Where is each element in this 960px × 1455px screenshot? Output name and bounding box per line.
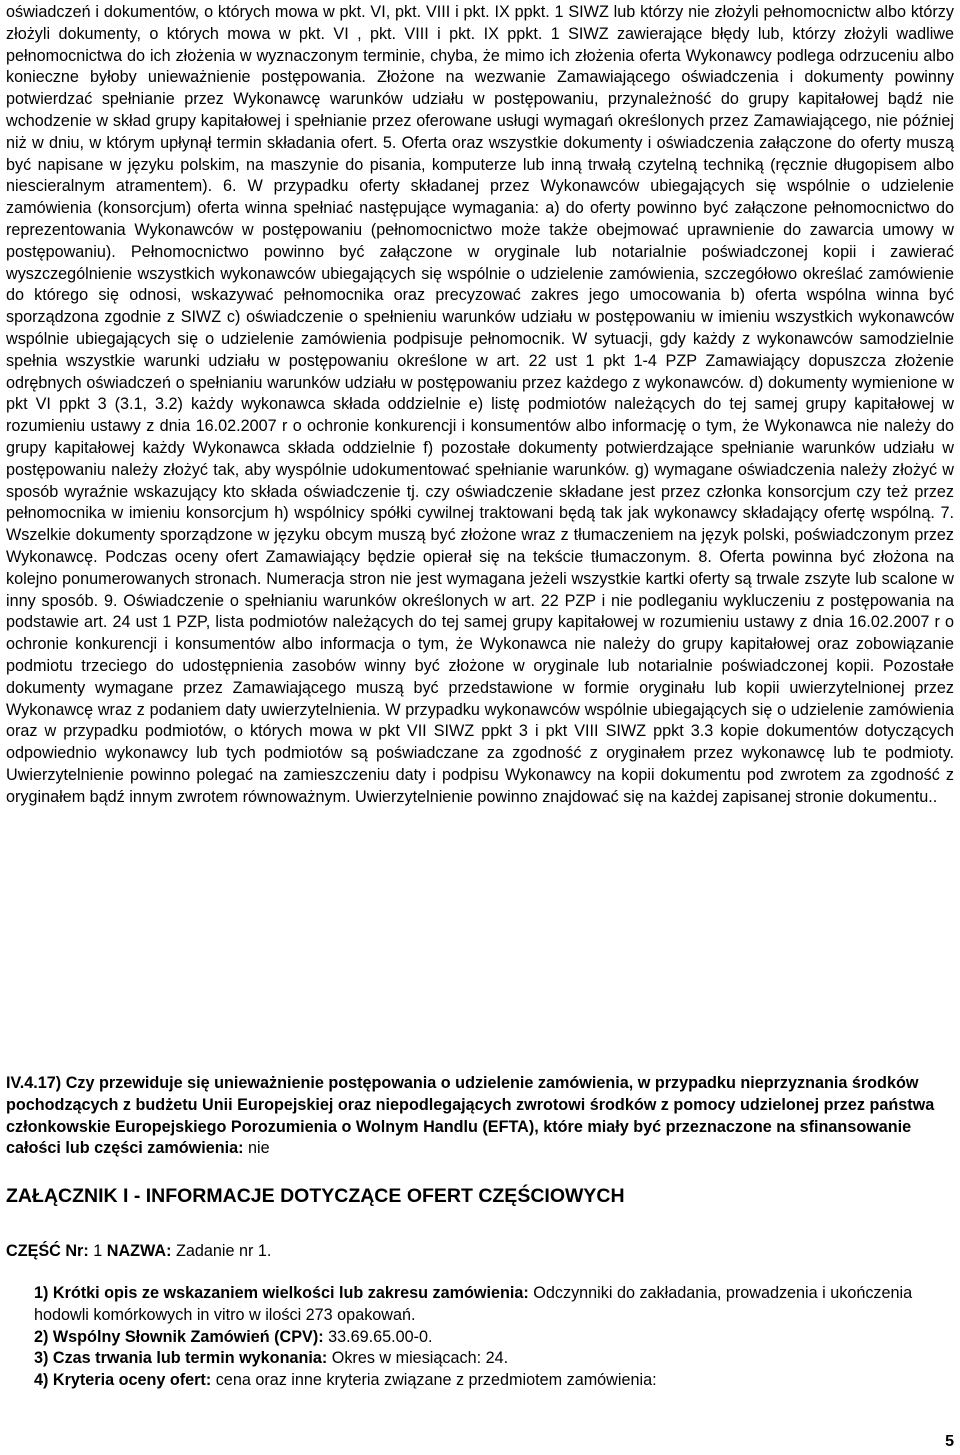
part-item — [34, 1283, 944, 1327]
item-value: Okres w miesiącach: 24. — [327, 1349, 509, 1368]
item-label: 3) Czas trwania lub termin wykonania: — [34, 1349, 328, 1368]
part-name: Zadanie nr 1. — [171, 1242, 272, 1260]
annex-title: ZAŁĄCZNIK I - INFORMACJE DOTYCZĄCE OFERT CZĘŚCIOWYCH — [6, 1185, 625, 1207]
page-number: 5 — [945, 1433, 954, 1450]
part-item — [34, 1370, 944, 1392]
part-name-label: NAZWA: — [106, 1242, 172, 1260]
part-line — [6, 1241, 271, 1262]
question-answer: nie — [243, 1139, 270, 1158]
item-value: 33.69.65.00-0. — [323, 1327, 433, 1346]
item-value: cena oraz inne kryteria związane z przedmiotem zamówienia: — [211, 1371, 657, 1390]
part-items — [34, 1283, 944, 1392]
item-value: Odczynniki do zakładania, prowadzenia i ukończenia hodowli komórkowych in vitro w ilości 273 opakowań. — [34, 1284, 913, 1324]
question-text: IV.4.17) Czy przewiduje się unieważnienie postępowania o udzielenie zamówienia, w przypadku nieprzyznania środków pochodzących z budżetu Unii Europejskiej oraz niepodlegających zwrotowi środków z pomocy udzielonej przez państwa członkowskie Europejskiego Porozumienia o Wolnym Handlu (EFTA), które miały być przeznaczone na sfinansowanie całości lub części zamówienia: — [6, 1074, 935, 1158]
part-item — [34, 1348, 944, 1370]
part-number: 1 — [88, 1242, 107, 1260]
part-item — [34, 1327, 944, 1349]
question-iv-4-17 — [6, 1073, 954, 1160]
item-label: 1) Krótki opis ze wskazaniem wielkości lub zakresu zamówienia: — [34, 1284, 529, 1302]
item-label: 4) Kryteria oceny ofert: — [34, 1371, 212, 1390]
body-paragraph: oświadczeń i dokumentów, o których mowa w pkt. VI, pkt. VIII i pkt. IX ppkt. 1 SIWZ lub którzy nie złożyli pełnomocnictw albo którzy złożyli dokumenty, o których mowa w pkt. VI , pkt. VIII i pkt. IX ppkt. 1 SIWZ zawierające błędy lub, którzy złożyli wadliwe pełnomocnictwa do ich złożenia w wyznaczonym terminie, chyba, że mimo ich złożenia oferta Wykonawcy podlega odrzuceniu albo konieczne byłoby unieważnienie postępowania. Złożone na wezwanie Zamawiającego oświadczenia i dokumenty powinny potwierdzać spełnianie przez Wykonawcę warunków udziału w postępowaniu, przynależność do grupy kapitałowej bądź nie wchodzenie w skład grupy kapitałowej i spełnianie przez oferowane usługi wymagań określonych przez Zamawiającego, nie później niż w dniu, w którym upłynął termin składania ofert. 5. Oferta oraz wszystkie dokumenty i oświadczenia załączone do oferty muszą być napisane w języku polskim, na maszynie do pisania, komputerze lub inną trwałą czytelną techniką (ręcznie długopisem albo niescieralnym atramentem). 6. W przypadku oferty składanej przez Wykonawców ubiegających się wspólnie o udzielenie zamówienia (konsorcjum) oferta winna spełniać następujące wymagania: a) do oferty powinno być załączone pełnomocnictwo do reprezentowania Wykonawców w postępowaniu (pełnomocnictwo może także obejmować uprawnienie do zawarcia umowy w postępowaniu). Pełnomocnictwo powinno być załączone w oryginale lub notarialnie poświadczonej kopii i zawierać wyszczególnienie wszystkich wykonawców ubiegających się wspólnie o udzielenie zamówienia, szczegółowo określać zamówienie do którego się odnosi, wskazywać pełnomocnika oraz precyzować zakres jego umocowania b) oferta wspólna winna być sporządzona zgodnie z SIWZ c) oświadczenie o spełnieniu warunków udziału w postępowaniu w imieniu wszystkich wykonawców wspólnie ubiegających się o udzielenie zamówienia podpisuje pełnomocnik. W sytuacji, gdy każdy z wykonawców samodzielnie spełnia wszystkie warunki udziału w postępowaniu określone w art. 22 ust 1 pkt 1-4 PZP Zamawiający dopuszcza złożenie odrębnych oświadczeń o spełnianiu warunków udziału w postępowaniu przez każdego z wykonawców. d) dokumenty wymienione w pkt VI ppkt 3 (3.1, 3.2) każdy wykonawca składa oddzielnie e) listę podmiotów należących do tej samej grupy kapitałowej w rozumieniu ustawy z dnia 16.02.2007 r o ochronie konkurencji i konsumentów albo informację o tym, że Wykonawca nie należy do grupy kapitałowej każdy Wykonawca składa oddzielnie f) pozostałe dokumenty potwierdzające spełnianie warunków udziału w postępowaniu należy złożyć tak, aby wyspólnie udokumentować spełnianie warunków. g) wymagane oświadczenia należy złożyć w sposób wyraźnie wskazujący kto składa oświadczenie tj. czy oświadczenie składane jest przez członka konsorcjum czy też przez pełnomocnika w imieniu konsorcjum h) wspólnicy spółki cywilnej traktowani będą tak jak wykonawcy składający ofertę wspólną. 7. Wszelkie dokumenty sporządzone w języku obcym muszą być złożone wraz z tłumaczeniem na język polski, poświadczonym przez Wykonawcę. Podczas oceny ofert Zamawiający będzie opierał się na tekście tłumaczonym. 8. Oferta powinna być złożona na kolejno ponumerowanych stronach. Numeracja stron nie jest wymagana jeżeli wszystkie kartki oferty są trwale zszyte lub scalone w inny sposób. 9. Oświadczenie o spełnianiu warunków określonych w art. 22 PZP i nie podleganiu wykluczeniu z postępowania na podstawie art. 24 ust 1 PZP, lista podmiotów należących do tej samej grupy kapitałowej w rozumieniu ustawy z dnia 16.02.2007 r o ochronie konkurencji i konsumentów albo informacja o tym, że Wykonawca nie należy do grupy kapitałowej oraz zobowiązanie podmiotu trzeciego do udostępnienia zasobów winny być złożone w oryginale lub notarialnie poświadczonej kopii. Pozostałe dokumenty wymagane przez Zamawiającego muszą być przedstawione w formie oryginału lub kopii uwierzytelnionej przez Wykonawcę wraz z podaniem daty uwierzytelnienia. W przypadku wykonawców wspólnie ubiegających się o udzielenie zamówienia oraz w przypadku podmiotów, o których mowa w pkt VII SIWZ ppkt 3 i pkt VIII SIWZ ppkt 3.3 kopie dokumentów dotyczących odpowiednio wykonawcy lub tych podmiotów są poświadczane za zgodność z oryginałem przez wykonawcę lub te podmioty. Uwierzytelnienie powinno polegać na zamieszczeniu daty i podpisu Wykonawcy na kopii dokumentu pod zwrotem za zgodność z oryginałem bądź innym zwrotem równoważnym. Uwierzytelnienie powinno znajdować się na każdej zapisanej stronie dokumentu.. — [6, 3, 954, 806]
item-label: 2) Wspólny Słownik Zamówień (CPV): — [34, 1327, 324, 1346]
part-label: CZĘŚĆ Nr: — [6, 1242, 89, 1260]
